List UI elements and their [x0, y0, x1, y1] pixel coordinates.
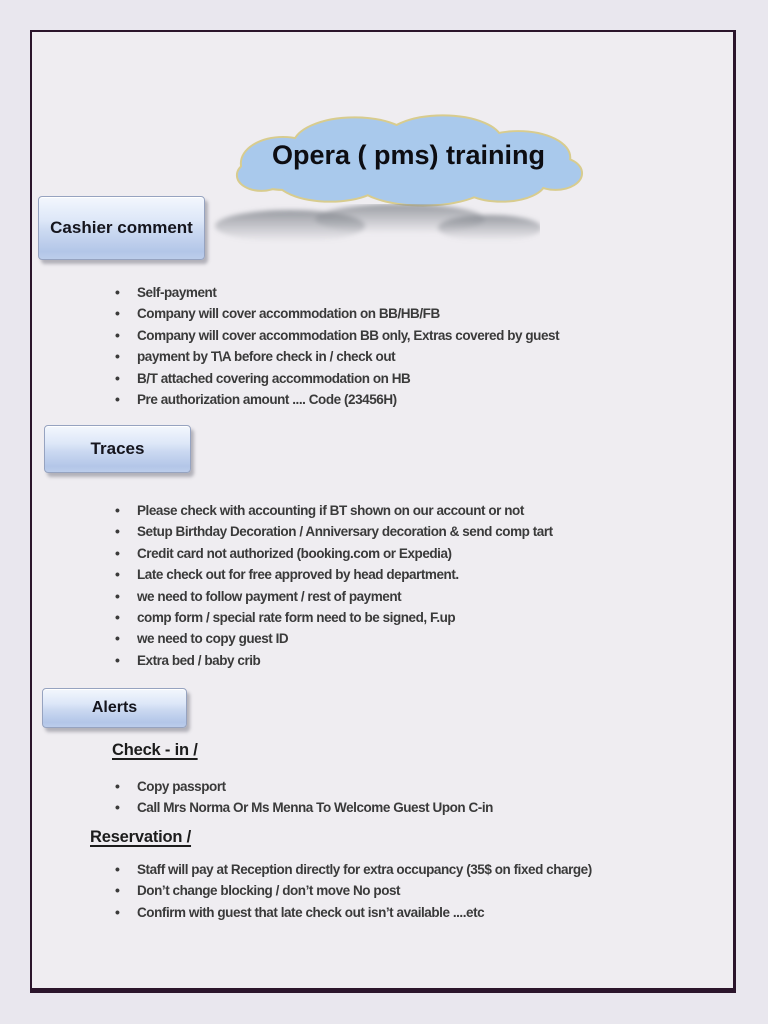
list-item: • Please check with accounting if BT shown on our account or not: [137, 500, 553, 521]
page-title: Opera ( pms) training: [271, 140, 546, 170]
cashier-comment-button[interactable]: [38, 196, 205, 260]
list-item: • Staff will pay at Reception directly for extra occupancy (35$ on fixed charge): [137, 859, 592, 880]
list-item: • comp form / special rate form need to be signed, F.up: [137, 607, 553, 628]
list-item: • Extra bed / baby crib: [137, 650, 553, 671]
list-item: • Copy passport: [137, 776, 493, 797]
cloud-shadow: [210, 204, 540, 244]
list-item: • Setup Birthday Decoration / Anniversary decoration & send comp tart: [137, 521, 553, 542]
document-page: [30, 30, 736, 993]
cashier-comment-list: [137, 282, 559, 410]
traces-button[interactable]: [44, 425, 191, 473]
list-item: • Pre authorization amount .... Code (23456H): [137, 389, 559, 410]
alerts-button-label: Alerts: [91, 699, 138, 716]
list-item: • Self-payment: [137, 282, 559, 303]
checkin-list: [137, 776, 493, 819]
list-item: • Call Mrs Norma Or Ms Menna To Welcome Guest Upon C-in: [137, 797, 493, 818]
checkin-heading: Check - in /: [112, 741, 198, 759]
traces-list: [137, 500, 553, 671]
reservation-list: [137, 859, 592, 923]
reservation-heading: Reservation /: [90, 828, 192, 846]
traces-button-label: Traces: [90, 439, 145, 458]
list-item: • Credit card not authorized (booking.com or Expedia): [137, 543, 553, 564]
list-item: • Company will cover accommodation BB only, Extras covered by guest: [137, 325, 559, 346]
list-item: • Don’t change blocking / don’t move No post: [137, 880, 592, 901]
list-item: • Confirm with guest that late check out isn’t available ....etc: [137, 902, 592, 923]
list-item: • Late check out for free approved by head department.: [137, 564, 553, 585]
alerts-button[interactable]: [42, 688, 187, 728]
title-cloud: [232, 112, 585, 207]
list-item: • we need to copy guest ID: [137, 628, 553, 649]
list-item: • payment by T\A before check in / check out: [137, 346, 559, 367]
list-item: • B/T attached covering accommodation on HB: [137, 368, 559, 389]
cashier-comment-button-label: Cashier comment: [50, 218, 193, 237]
list-item: • we need to follow payment / rest of payment: [137, 586, 553, 607]
list-item: • Company will cover accommodation on BB/HB/FB: [137, 303, 559, 324]
